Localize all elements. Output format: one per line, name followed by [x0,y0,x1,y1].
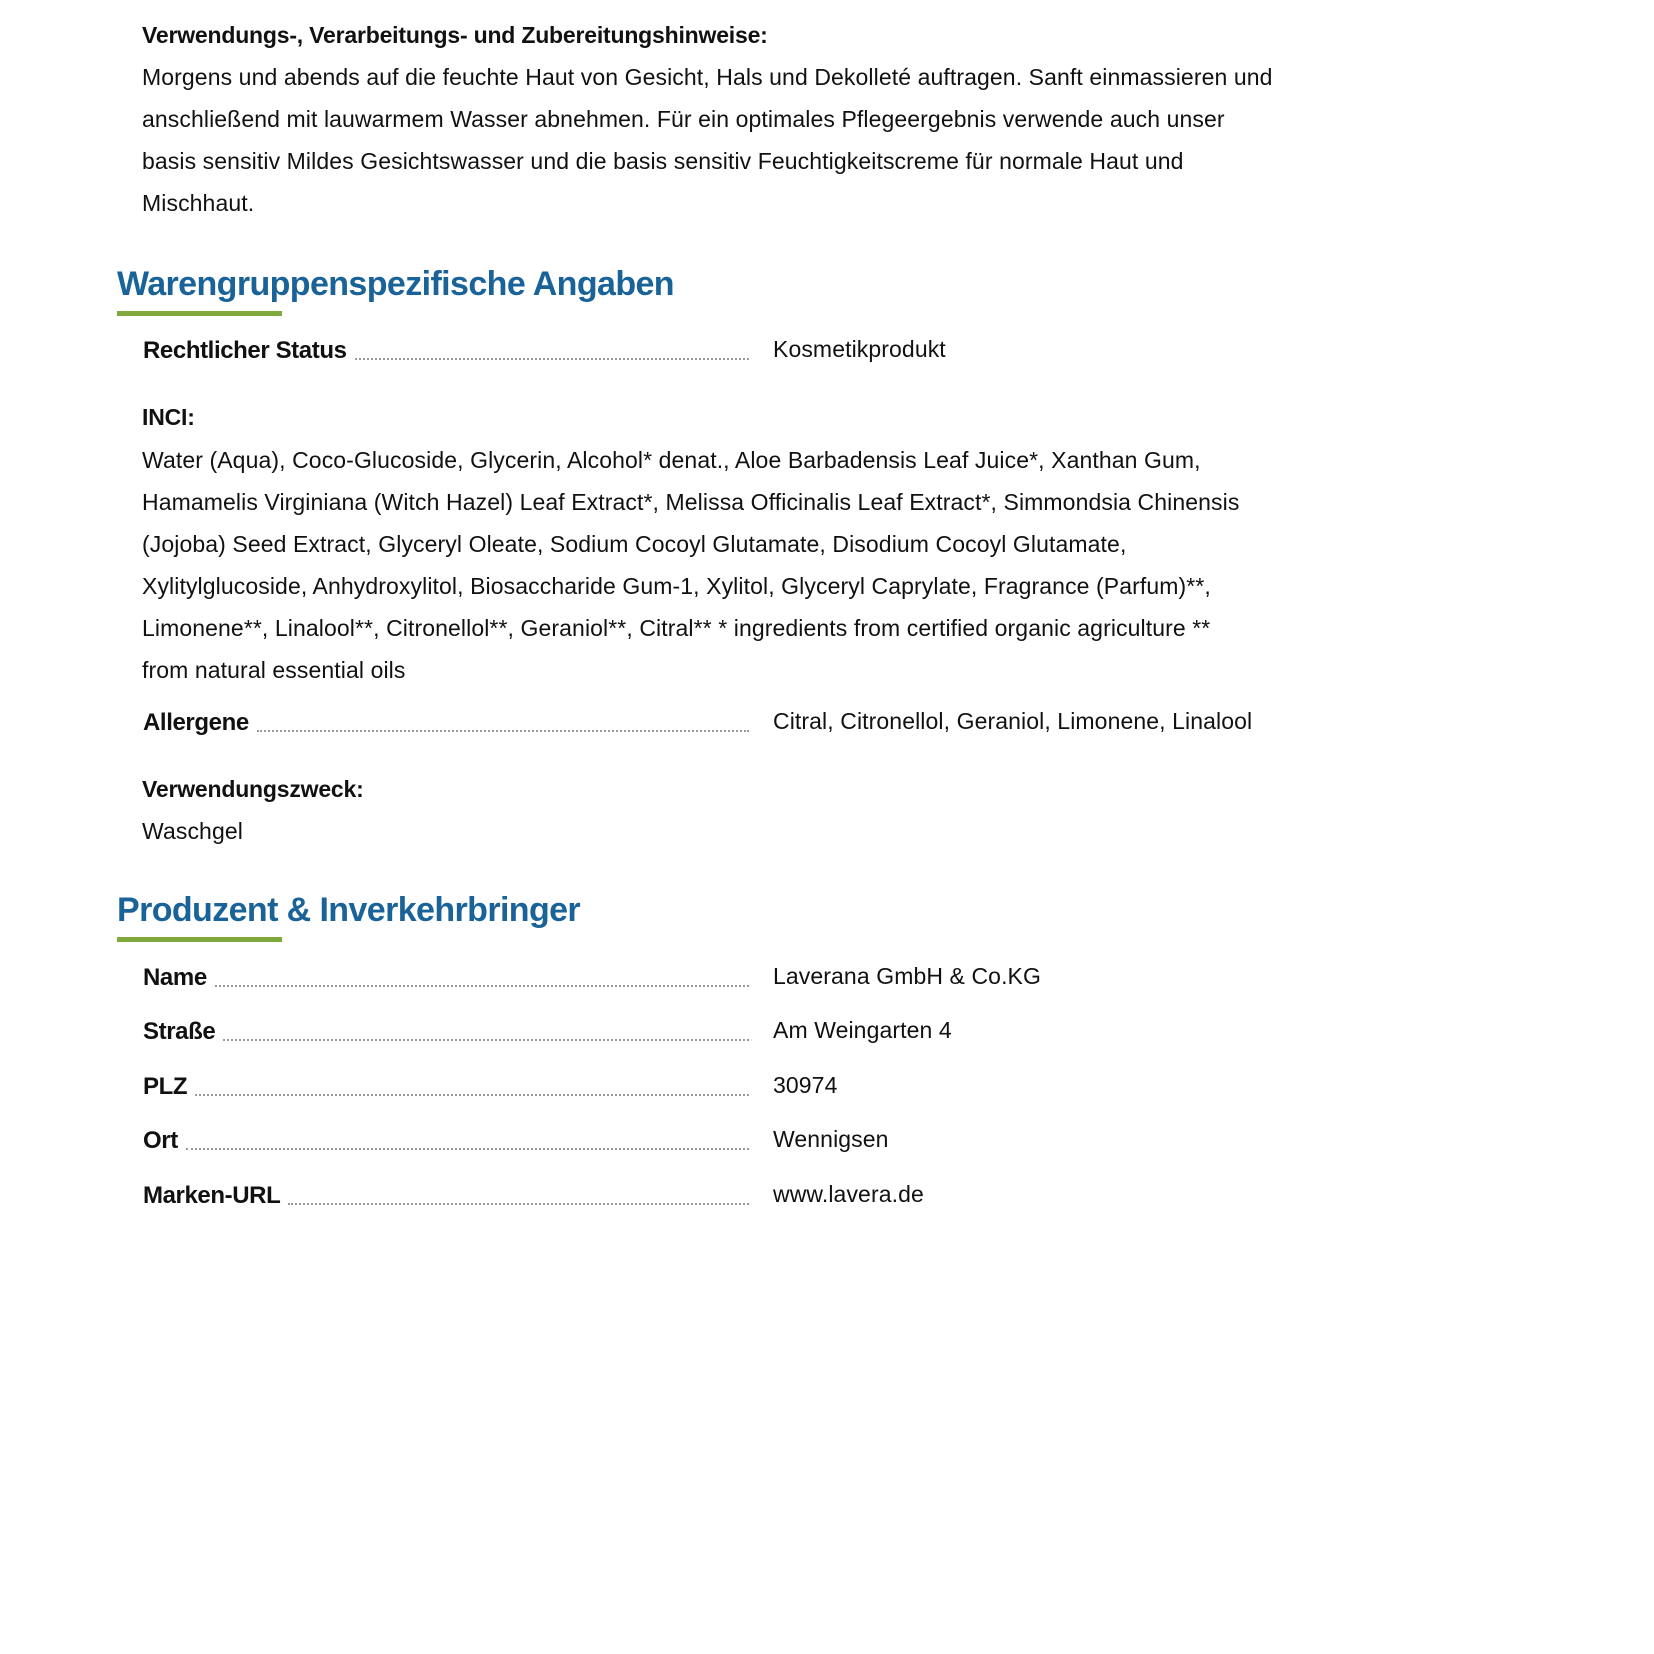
inci-line: Water (Aqua), Coco-Glucoside, Glycerin, Alcohol* denat., Aloe Barbadensis Leaf Juice*, Xanthan Gum, [142,447,1201,473]
producer-row [143,1120,1343,1156]
inci-line: Xylitylglucoside, Anhydroxylitol, Biosaccharide Gum-1, Xylitol, Glyceryl Caprylate, Fragrance (Parfum)**, [142,573,1211,599]
usage-instructions-line: basis sensitiv Mildes Gesichtswasser und die basis sensitiv Feuchtigkeitscreme für normale Haut und [142,148,1184,174]
producer-row [143,1175,1343,1211]
legal-status-key [143,330,749,366]
dotted-leader [223,1039,749,1041]
brand-url-label: Marken-URL [143,1182,281,1209]
brand-url-link[interactable]: www.lavera.de [773,1181,924,1207]
producer-street-value: Am Weingarten 4 [773,1017,952,1043]
producer-row [143,1011,1343,1047]
inci-text [142,439,1239,691]
producer-city-key [143,1120,749,1156]
producer-name-value: Laverana GmbH & Co.KG [773,963,1041,989]
usage-instructions-line: Mischhaut. [142,190,255,216]
dotted-leader [257,730,749,732]
usage-instructions-text [142,56,1273,224]
dotted-leader [355,358,749,360]
inci-line: (Jojoba) Seed Extract, Glyceryl Oleate, Sodium Cocoyl Glutamate, Disodium Cocoyl Glutamate, [142,531,1127,557]
usage-instructions-line: anschließend mit lauwarmem Wasser abnehmen. Für ein optimales Pflegeergebnis verwende auch unser [142,106,1225,132]
allergens-key [143,702,749,738]
inci-line: Limonene**, Linalool**, Citronellol**, Geraniol**, Citral** * ingredients from certified organic agriculture ** [142,615,1211,641]
producer-city-label: Ort [143,1127,178,1154]
brand-url-key [143,1175,749,1211]
producer-street-label: Straße [143,1018,216,1045]
purpose-label: Verwendungszweck: [142,776,364,802]
producer-row [143,1066,1343,1102]
legal-status-row [143,330,1343,366]
allergens-value: Citral, Citronellol, Geraniol, Limonene, Linalool [773,708,1253,734]
dotted-leader [215,985,749,987]
inci-label: INCI: [142,404,195,430]
producer-plz-key [143,1066,749,1102]
inci-line: Hamamelis Virginiana (Witch Hazel) Leaf Extract*, Melissa Officinalis Leaf Extract*, Simmondsia Chinensis [142,489,1240,515]
section-underline [117,311,282,316]
allergens-label: Allergene [143,709,249,736]
producer-row [143,957,1343,993]
usage-instructions-label: Verwendungs-, Verarbeitungs- und Zubereitungshinweise: [142,22,768,48]
legal-status-label: Rechtlicher Status [143,337,347,364]
section-heading-producer: Produzent & Inverkehrbringer [117,891,581,929]
legal-status-value: Kosmetikprodukt [773,336,946,362]
producer-name-label: Name [143,964,207,991]
producer-plz-value: 30974 [773,1072,838,1098]
usage-instructions-line: Morgens und abends auf die feuchte Haut von Gesicht, Hals und Dekolleté auftragen. Sanft einmassieren und [142,64,1273,90]
purpose-value: Waschgel [142,818,243,844]
dotted-leader [288,1203,749,1205]
section-heading-product-group: Warengruppenspezifische Angaben [117,265,674,303]
producer-street-key [143,1011,749,1047]
producer-city-value: Wennigsen [773,1126,889,1152]
dotted-leader [186,1148,749,1150]
section-underline [117,937,282,942]
producer-name-key [143,957,749,993]
producer-plz-label: PLZ [143,1073,188,1100]
inci-line: from natural essential oils [142,657,406,683]
allergens-row [143,702,1343,738]
dotted-leader [195,1094,749,1096]
